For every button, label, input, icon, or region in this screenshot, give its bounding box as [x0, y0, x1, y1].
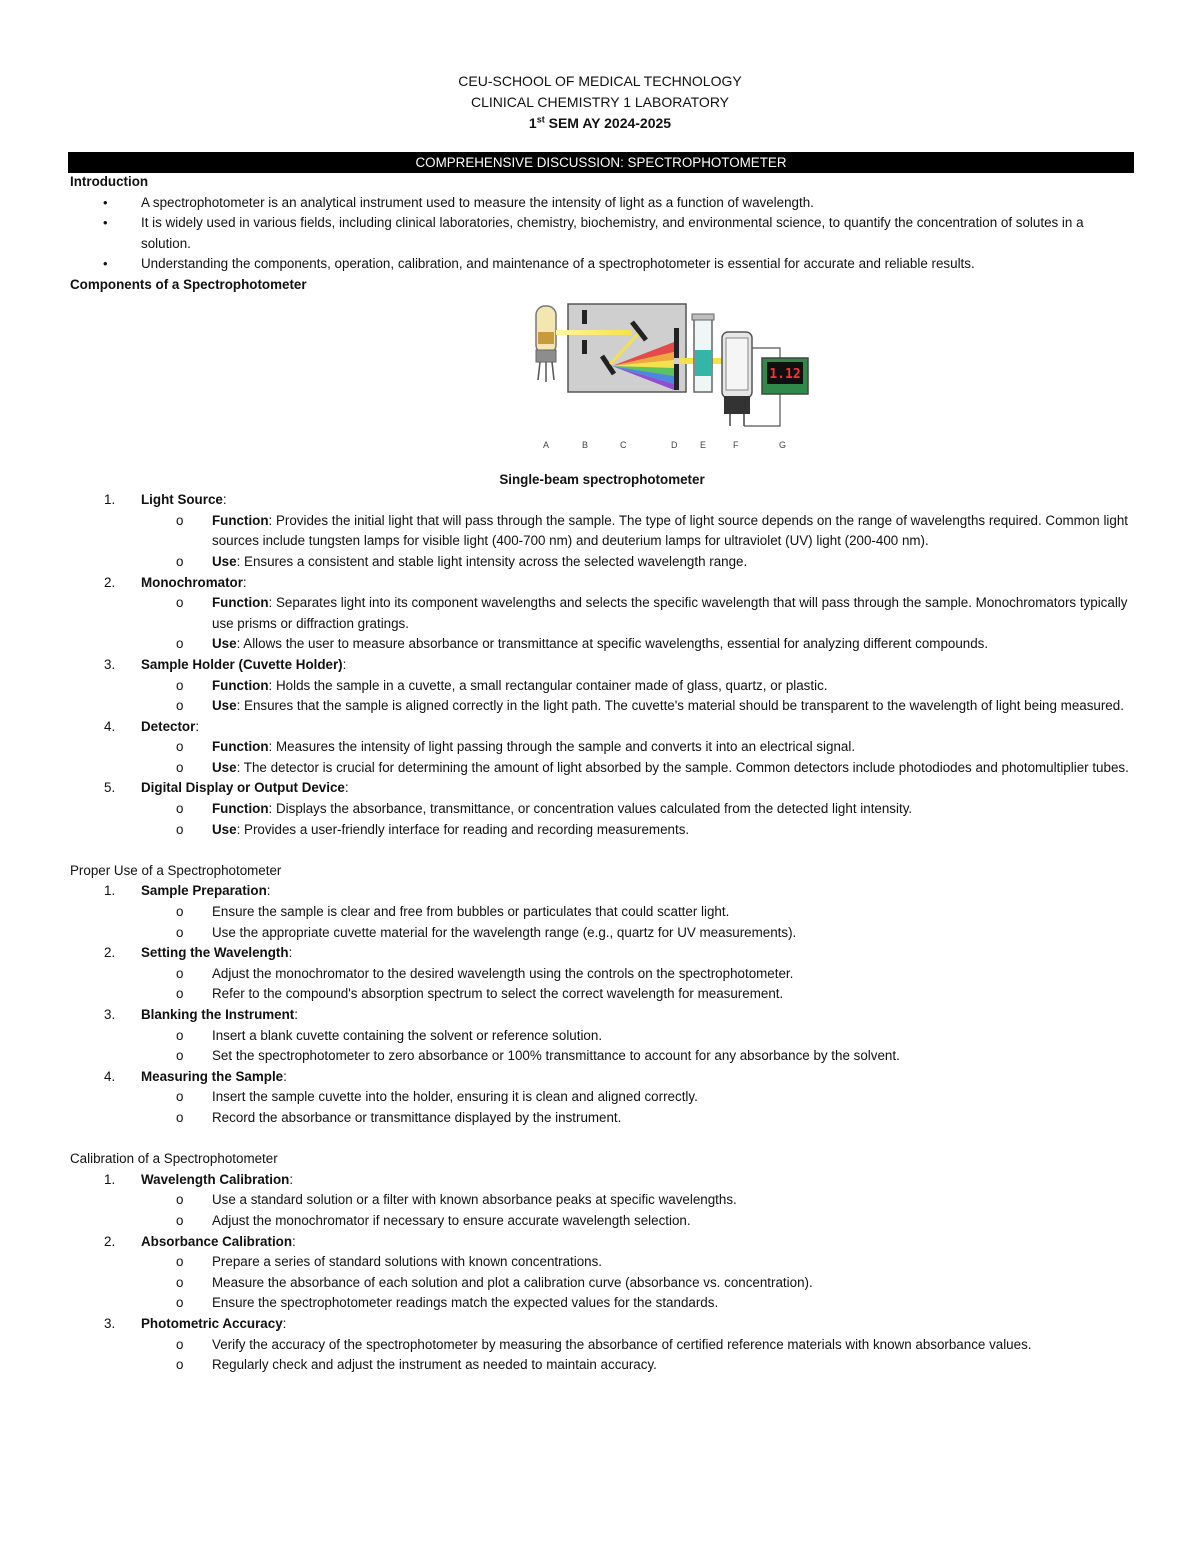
item-number: 2. [104, 1233, 116, 1249]
item-number: 1. [104, 883, 116, 899]
lamp-icon [536, 306, 556, 382]
cuvette-icon [692, 314, 714, 392]
step-detail [70, 1293, 1134, 1314]
detail-text: Ensure the spectrophotometer readings match the expected values for the standards. [212, 1295, 719, 1311]
intro-bullet: • A spectrophotometer is an analytical instrument used to measure the intensity of light as a function of wavelength. [70, 193, 1134, 214]
step-detail [70, 1252, 1134, 1273]
detail-text: Adjust the monochromator if necessary to ensure accurate wavelength selection. [212, 1212, 691, 1228]
detail-label: Use [212, 821, 237, 837]
step-detail [70, 1335, 1134, 1356]
detail-text: Set the spectrophotometer to zero absorbance or 100% transmittance to account for any absorbance by the solvent. [212, 1048, 900, 1064]
detail-text: Prepare a series of standard solutions with known concentrations. [212, 1254, 603, 1270]
step-title: Absorbance Calibration [141, 1233, 293, 1249]
semester-number: 1 [528, 115, 537, 131]
circle-bullet-icon: o [176, 1109, 184, 1125]
calibration-heading: Calibration of a Spectrophotometer [70, 1151, 278, 1167]
title-banner: COMPREHENSIVE DISCUSSION: SPECTROPHOTOMETER [68, 152, 1134, 173]
component-title-colon: : [242, 574, 247, 590]
detail-text: : Separates light into its component wavelengths and selects the specific wavelength that will pass through the sample. Monochromators typically use prisms or diffraction gratings. [212, 595, 1128, 631]
display-reading: 1.12 [769, 366, 801, 382]
calibration-step [70, 1170, 1134, 1191]
figure-label: F [733, 439, 739, 450]
course-name: CLINICAL CHEMISTRY 1 LABORATORY [470, 94, 730, 110]
step-title-colon: : [289, 1171, 294, 1187]
item-number: 4. [104, 718, 116, 734]
component-title: Monochromator [141, 574, 243, 590]
detail-text: Adjust the monochromator to the desired wavelength using the controls on the spectrophotometer. [212, 965, 794, 981]
detail-text: : The detector is crucial for determining the amount of light absorbed by the sample. Common detectors include photodiodes and photomultiplier tubes. [236, 759, 1129, 775]
step-title-colon: : [292, 1233, 296, 1249]
document-body [70, 172, 1134, 1376]
item-number: 2. [104, 574, 116, 590]
item-number: 1. [104, 492, 116, 508]
intro-bullet: • It is widely used in various fields, including clinical laboratories, chemistry, biochemistry, and environmental science, to quantify the concentration of solutes in a solution. [70, 213, 1134, 254]
step-title: Wavelength Calibration [141, 1171, 290, 1187]
intro-heading: Introduction [70, 174, 149, 189]
detail-text: : Measures the intensity of light passing through the sample and converts it into an electrical signal. [268, 739, 856, 755]
proper-use-heading: Proper Use of a Spectrophotometer [70, 862, 282, 878]
detector-icon [722, 332, 752, 426]
components-heading: Components of a Spectrophotometer [70, 276, 307, 292]
figure-label: G [779, 439, 787, 450]
figure-label: B [582, 439, 589, 450]
item-number: 5. [104, 780, 116, 796]
proper-use-step [70, 943, 1134, 964]
component-title: Sample Holder (Cuvette Holder) [141, 656, 343, 672]
component-detail [70, 758, 1134, 779]
component-detail [70, 634, 1134, 655]
step-title: Setting the Wavelength [141, 945, 289, 961]
circle-bullet-icon: o [176, 677, 184, 693]
step-title: Measuring the Sample [141, 1068, 284, 1084]
detail-label: Use [212, 553, 237, 569]
calibration-list [70, 1170, 1134, 1376]
semester-suffix: st [536, 114, 545, 125]
detail-text: : Ensures that the sample is aligned correctly in the light path. The cuvette's material should be transparent to the wavelength of light being measured. [236, 698, 1124, 714]
document-header [0, 71, 1200, 134]
component-detail [70, 799, 1134, 820]
detail-label: Function [212, 801, 269, 817]
circle-bullet-icon: o [176, 1089, 184, 1105]
step-detail [70, 964, 1134, 985]
component-title: Digital Display or Output Device [141, 780, 345, 796]
circle-bullet-icon: o [176, 512, 184, 528]
proper-use-step [70, 881, 1134, 902]
figure-label: A [543, 439, 550, 450]
step-detail [70, 1087, 1134, 1108]
component-item [70, 778, 1134, 799]
entrance-slit [582, 310, 587, 324]
component-item [70, 490, 1134, 511]
step-detail [70, 1108, 1134, 1129]
detail-text: Measure the absorbance of each solution and plot a calibration curve (absorbance vs. concentration). [212, 1274, 813, 1290]
figure-caption: Single-beam spectrophotometer [499, 471, 705, 487]
component-detail [70, 552, 1134, 573]
step-detail [70, 1190, 1134, 1211]
proper-use-step [70, 1005, 1134, 1026]
step-detail [70, 1273, 1134, 1294]
component-detail [70, 696, 1134, 717]
circle-bullet-icon: o [176, 595, 184, 611]
circle-bullet-icon: o [176, 1336, 184, 1352]
detail-label: Function [212, 512, 269, 528]
calibration-step [70, 1232, 1134, 1253]
step-detail [70, 984, 1134, 1005]
component-item [70, 573, 1134, 594]
detail-label: Function [212, 677, 269, 693]
calibration-step [70, 1314, 1134, 1335]
item-number: 1. [104, 1171, 116, 1187]
component-title-colon: : [195, 718, 200, 734]
intro-bullet-list [70, 193, 1134, 275]
step-detail [70, 1026, 1134, 1047]
component-detail [70, 820, 1134, 841]
components-list [70, 490, 1134, 840]
step-title: Sample Preparation [141, 883, 267, 899]
proper-use-list [70, 881, 1134, 1128]
item-number: 4. [104, 1068, 116, 1084]
circle-bullet-icon: o [176, 553, 184, 569]
figure-label: C [620, 439, 627, 450]
spectrophotometer-diagram [456, 298, 816, 470]
component-title: Light Source [141, 492, 223, 508]
component-detail [70, 737, 1134, 758]
circle-bullet-icon: o [176, 1192, 184, 1208]
step-detail [70, 1355, 1134, 1376]
step-detail [70, 1211, 1134, 1232]
circle-bullet-icon: o [176, 821, 184, 837]
component-item [70, 655, 1134, 676]
circle-bullet-icon: o [176, 801, 184, 817]
detail-text: : Holds the sample in a cuvette, a small rectangular container made of glass, quartz, or plastic. [268, 677, 828, 693]
school-name: CEU-SCHOOL OF MEDICAL TECHNOLOGY [458, 73, 742, 89]
semester-line [0, 113, 1200, 134]
step-detail [70, 902, 1134, 923]
step-title-colon: : [266, 883, 271, 899]
detail-label: Function [212, 595, 269, 611]
component-title-colon: : [344, 780, 349, 796]
component-detail [70, 511, 1134, 552]
light-beam [556, 330, 632, 335]
detail-text: : Provides the initial light that will pass through the sample. The type of light source depends on the range of wavelengths required. Common light sources include tungsten lamps for visible light (400-700 nm) and deuterium lamps for ultraviolet (UV) light (200-400 nm). [212, 512, 1129, 549]
circle-bullet-icon: o [176, 1274, 184, 1290]
step-title-colon: : [282, 1315, 287, 1331]
detail-text: Regularly check and adjust the instrument as needed to maintain accuracy. [212, 1357, 657, 1373]
detail-text: : Provides a user-friendly interface for reading and recording measurements. [236, 821, 690, 837]
circle-bullet-icon: o [176, 1357, 184, 1373]
circle-bullet-icon: o [176, 1254, 184, 1270]
item-number: 3. [104, 1007, 116, 1022]
detail-text: Refer to the compound's absorption spectrum to select the correct wavelength for measurement. [212, 986, 784, 1002]
proper-use-step [70, 1067, 1134, 1088]
circle-bullet-icon: o [176, 759, 184, 775]
detail-text: Use the appropriate cuvette material for the wavelength range (e.g., quartz for UV measurements). [212, 924, 797, 940]
entrance-slit-lower [582, 340, 587, 354]
exit-slit-lower [674, 364, 679, 390]
step-title-colon: : [283, 1068, 287, 1084]
detail-text: Insert the sample cuvette into the holder, ensuring it is clean and aligned correctly. [212, 1089, 698, 1105]
detail-text: : Allows the user to measure absorbance or transmittance at specific wavelengths, essential for analyzing different compounds. [236, 636, 989, 652]
figure-label: D [671, 439, 678, 450]
component-title-colon: : [222, 492, 227, 508]
component-detail [70, 593, 1134, 634]
circle-bullet-icon: o [176, 965, 184, 981]
digital-display-icon [762, 358, 808, 394]
detail-label: Use [212, 759, 237, 775]
item-number: 3. [104, 656, 116, 672]
step-detail [70, 1046, 1134, 1067]
component-title-colon: : [342, 656, 347, 672]
step-title-colon: : [288, 945, 293, 961]
spectrophotometer-figure [70, 298, 1134, 470]
detector-wire [752, 348, 780, 358]
step-title: Photometric Accuracy [141, 1315, 283, 1331]
item-number: 2. [104, 945, 116, 961]
component-detail [70, 676, 1134, 697]
circle-bullet-icon: o [176, 1048, 184, 1064]
component-title: Detector [141, 718, 196, 734]
exit-slit [674, 328, 679, 358]
circle-bullet-icon: o [176, 986, 184, 1002]
semester-year: SEM AY 2024-2025 [544, 115, 672, 131]
detail-text: Insert a blank cuvette containing the solvent or reference solution. [212, 1027, 603, 1043]
detail-text: Ensure the sample is clear and free from bubbles or particulates that could scatter light. [212, 904, 730, 920]
detail-text: Verify the accuracy of the spectrophotometer by measuring the absorbance of certified reference materials with known absorbance values. [212, 1336, 1032, 1352]
detail-text: : Ensures a consistent and stable light intensity across the selected wavelength range. [236, 553, 748, 569]
figure-label: E [700, 439, 707, 450]
circle-bullet-icon: o [176, 904, 184, 920]
circle-bullet-icon: o [176, 739, 184, 755]
item-number: 3. [104, 1315, 116, 1331]
detail-text: : Displays the absorbance, transmittance, or concentration values calculated from the detected light intensity. [268, 801, 913, 817]
detail-text: Record the absorbance or transmittance displayed by the instrument. [212, 1109, 622, 1125]
circle-bullet-icon: o [176, 1027, 184, 1043]
component-item [70, 717, 1134, 738]
detail-label: Function [212, 739, 269, 755]
circle-bullet-icon: o [176, 698, 184, 714]
detail-text: Use a standard solution or a filter with known absorbance peaks at specific wavelengths. [212, 1192, 737, 1208]
figure-labels [543, 440, 786, 450]
step-title-colon: : [294, 1007, 298, 1022]
detail-label: Use [212, 636, 237, 652]
circle-bullet-icon: o [176, 1212, 184, 1228]
circle-bullet-icon: o [176, 1295, 184, 1311]
step-title: Blanking the Instrument [141, 1007, 295, 1022]
circle-bullet-icon: o [176, 924, 184, 940]
detail-label: Use [212, 698, 237, 714]
step-detail [70, 923, 1134, 944]
circle-bullet-icon: o [176, 636, 184, 652]
intro-bullet: • Understanding the components, operation, calibration, and maintenance of a spectrophotometer is essential for accurate and reliable results. [70, 254, 1134, 275]
